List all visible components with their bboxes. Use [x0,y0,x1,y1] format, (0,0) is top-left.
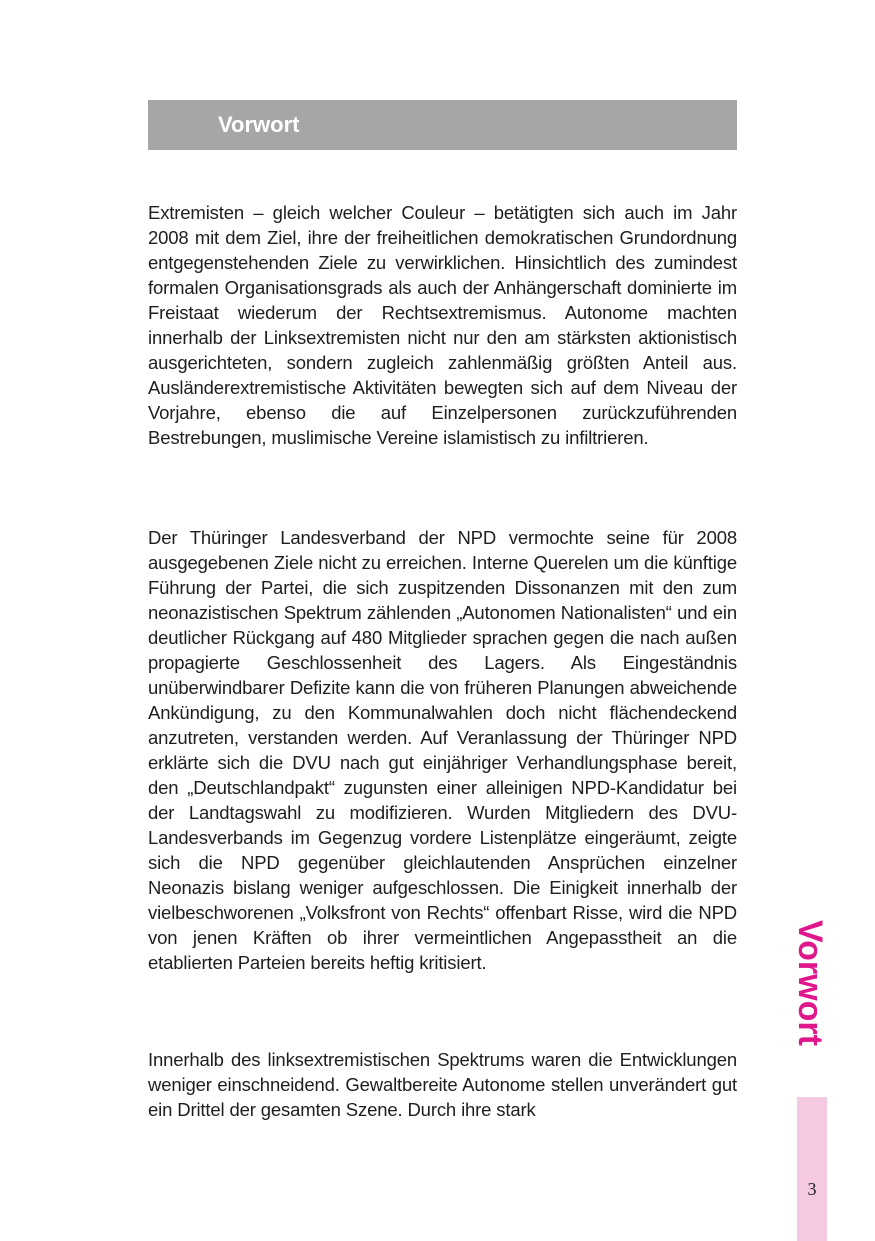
page-tab [797,1097,827,1241]
chapter-title: Vorwort [218,112,300,137]
paragraph-npd: Der Thüringer Landesverband der NPD vermochte seine für 2008 ausgegebenen Ziele nicht zu erreichen. Interne Querelen um die künftige Führung der Partei, die sich zuspitzenden Dissonanzen mit den zum neonazistischen Spektrum zählenden „Autonomen Nationalisten“ und ein deutlicher Rückgang auf 480 Mitglieder sprachen gegen die nach außen propagierte Geschlossenheit des Lagers. Als Eingeständnis unüberwindbarer Defizite kann die von früheren Planungen abweichende Ankündigung, zu den Kommunalwahlen doch nicht flächendeckend anzutreten, verstanden werden. Auf Veranlassung der Thüringer NPD erklärte sich die DVU nach gut einjähriger Verhandlungsphase bereit, den „Deutschlandpakt“ zugunsten einer alleinigen NPD-Kandidatur bei der Landtagswahl zu modifizieren. Wurden Mitgliedern des DVU-Landesverbands im Gegenzug vordere Listenplätze eingeräumt, zeigte sich die NPD gegenüber gleichlautenden Ansprüchen einzelner Neonazis bislang weniger aufgeschlossen. Die Einigkeit innerhalb der vielbeschworenen „Volksfront von Rechts“ offenbart Risse, wird die NPD von jenen Kräften ob ihrer vermeintlichen Angepasstheit an die etablierten Parteien bereits heftig kritisiert. [148,527,737,973]
paragraph-intro: Extremisten – gleich welcher Couleur – betätigten sich auch im Jahr 2008 mit dem Ziel, ihre der freiheitlichen demokratischen Grundordnung entgegenstehenden Ziele zu verwirklichen. Hinsichtlich des zumindest formalen Organisationsgrads als auch der Anhängerschaft dominierte im Freistaat wiederum der Rechtsextremismus. Autonome machten innerhalb der Linksextremisten nicht nur den am stärksten aktionistisch ausgerichteten, sondern zugleich zahlenmäßig größten Anteil aus. Ausländerextremistische Aktivitäten bewegten sich auf dem Niveau der Vorjahre, ebenso die auf Einzelpersonen zurückzuführenden Bestrebungen, muslimische Vereine islamistisch zu infiltrieren. [148,202,737,448]
chapter-header-bar [148,100,737,150]
paragraph-left-extremism: Innerhalb des linksextremistischen Spektrums waren die Entwicklungen weniger einschneidend. Gewaltbereite Autonome stellen unverändert gut ein Drittel der gesamten Szene. Durch ihre stark [148,1049,737,1120]
side-section-label: Vorwort [791,920,829,1046]
page-number: 3 [807,1179,817,1199]
